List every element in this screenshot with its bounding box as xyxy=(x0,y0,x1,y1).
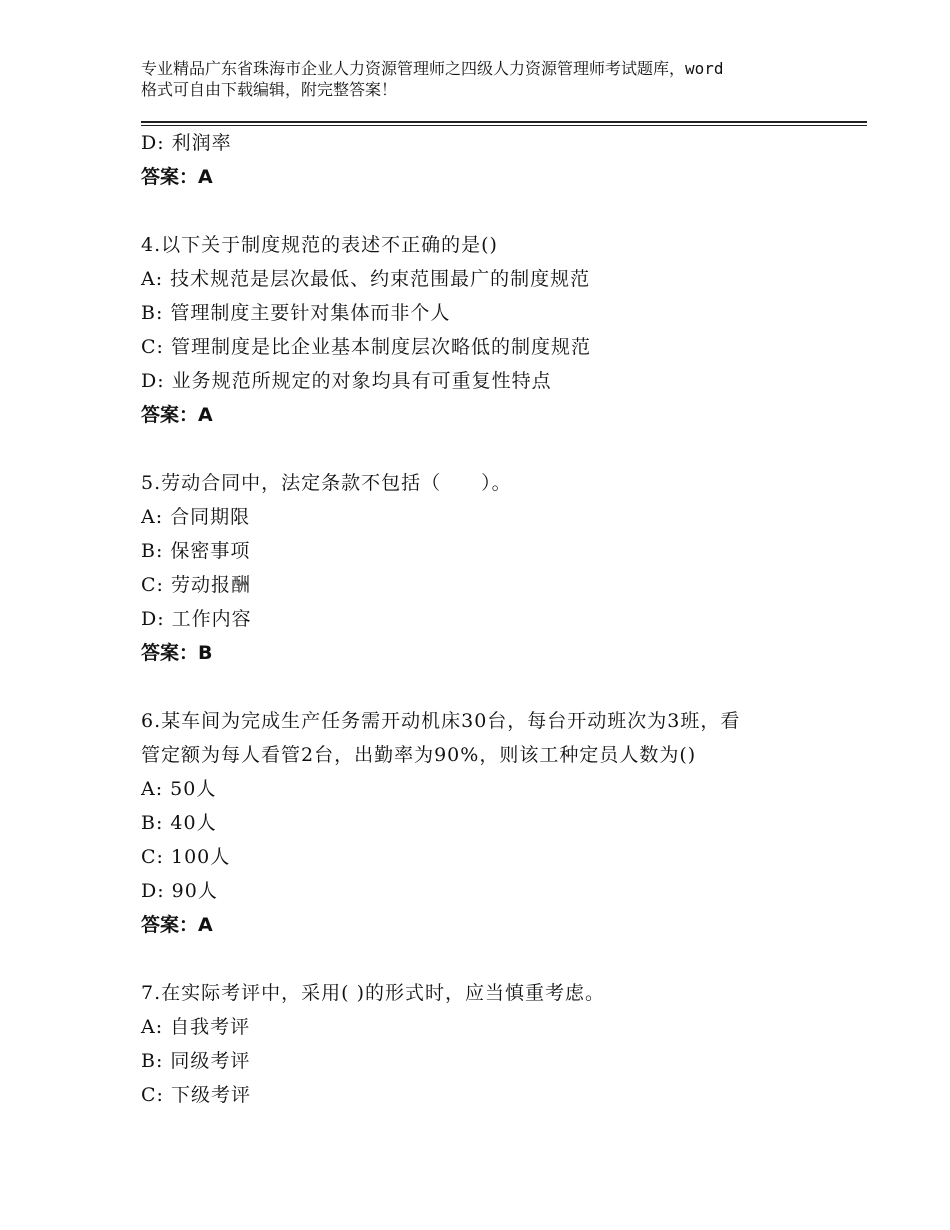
option-c: C: 管理制度是比企业基本制度层次略低的制度规范 xyxy=(141,336,591,358)
question-text-line-1: 6.某车间为完成生产任务需开动机床30台，每台开动班次为3班，看 xyxy=(141,710,741,732)
question-6 xyxy=(141,704,841,942)
answer-label: 答案：B xyxy=(141,642,213,664)
option-d: D: 利润率 xyxy=(141,132,232,154)
option-c: C: 下级考评 xyxy=(141,1084,251,1106)
option-a: A: 技术规范是层次最低、约束范围最广的制度规范 xyxy=(141,268,591,290)
option-c: C: 劳动报酬 xyxy=(141,574,251,596)
question-text-line-2: 管定额为每人看管2台，出勤率为90%，则该工种定员人数为() xyxy=(141,744,697,766)
option-d: D: 工作内容 xyxy=(141,608,252,630)
question-7 xyxy=(141,976,841,1112)
question-text: 5.劳动合同中，法定条款不包括（ ）。 xyxy=(141,472,512,494)
option-a: A: 50人 xyxy=(141,778,217,800)
answer-label: 答案：A xyxy=(141,914,213,936)
document-header xyxy=(141,58,831,100)
question-text: 7.在实际考评中，采用( )的形式时，应当慎重考虑。 xyxy=(141,982,605,1004)
header-divider-thick xyxy=(141,121,867,123)
question-5 xyxy=(141,466,841,670)
option-c: C: 100人 xyxy=(141,846,231,868)
answer-label: 答案：A xyxy=(141,166,213,188)
option-b: B: 40人 xyxy=(141,812,217,834)
option-b: B: 保密事项 xyxy=(141,540,251,562)
option-a: A: 合同期限 xyxy=(141,506,251,528)
question-text: 4.以下关于制度规范的表述不正确的是() xyxy=(141,234,498,256)
option-b: B: 同级考评 xyxy=(141,1050,251,1072)
header-line-2: 格式可自由下载编辑，附完整答案！ xyxy=(141,80,398,99)
option-a: A: 自我考评 xyxy=(141,1016,251,1038)
option-d: D: 90人 xyxy=(141,880,218,902)
question-4 xyxy=(141,228,841,432)
answer-label: 答案：A xyxy=(141,404,213,426)
option-b: B: 管理制度主要针对集体而非个人 xyxy=(141,302,451,324)
option-d: D: 业务规范所规定的对象均具有可重复性特点 xyxy=(141,370,552,392)
header-line-1: 专业精品广东省珠海市企业人力资源管理师之四级人力资源管理师考试题库，word xyxy=(141,59,724,78)
document-body xyxy=(141,126,841,1112)
